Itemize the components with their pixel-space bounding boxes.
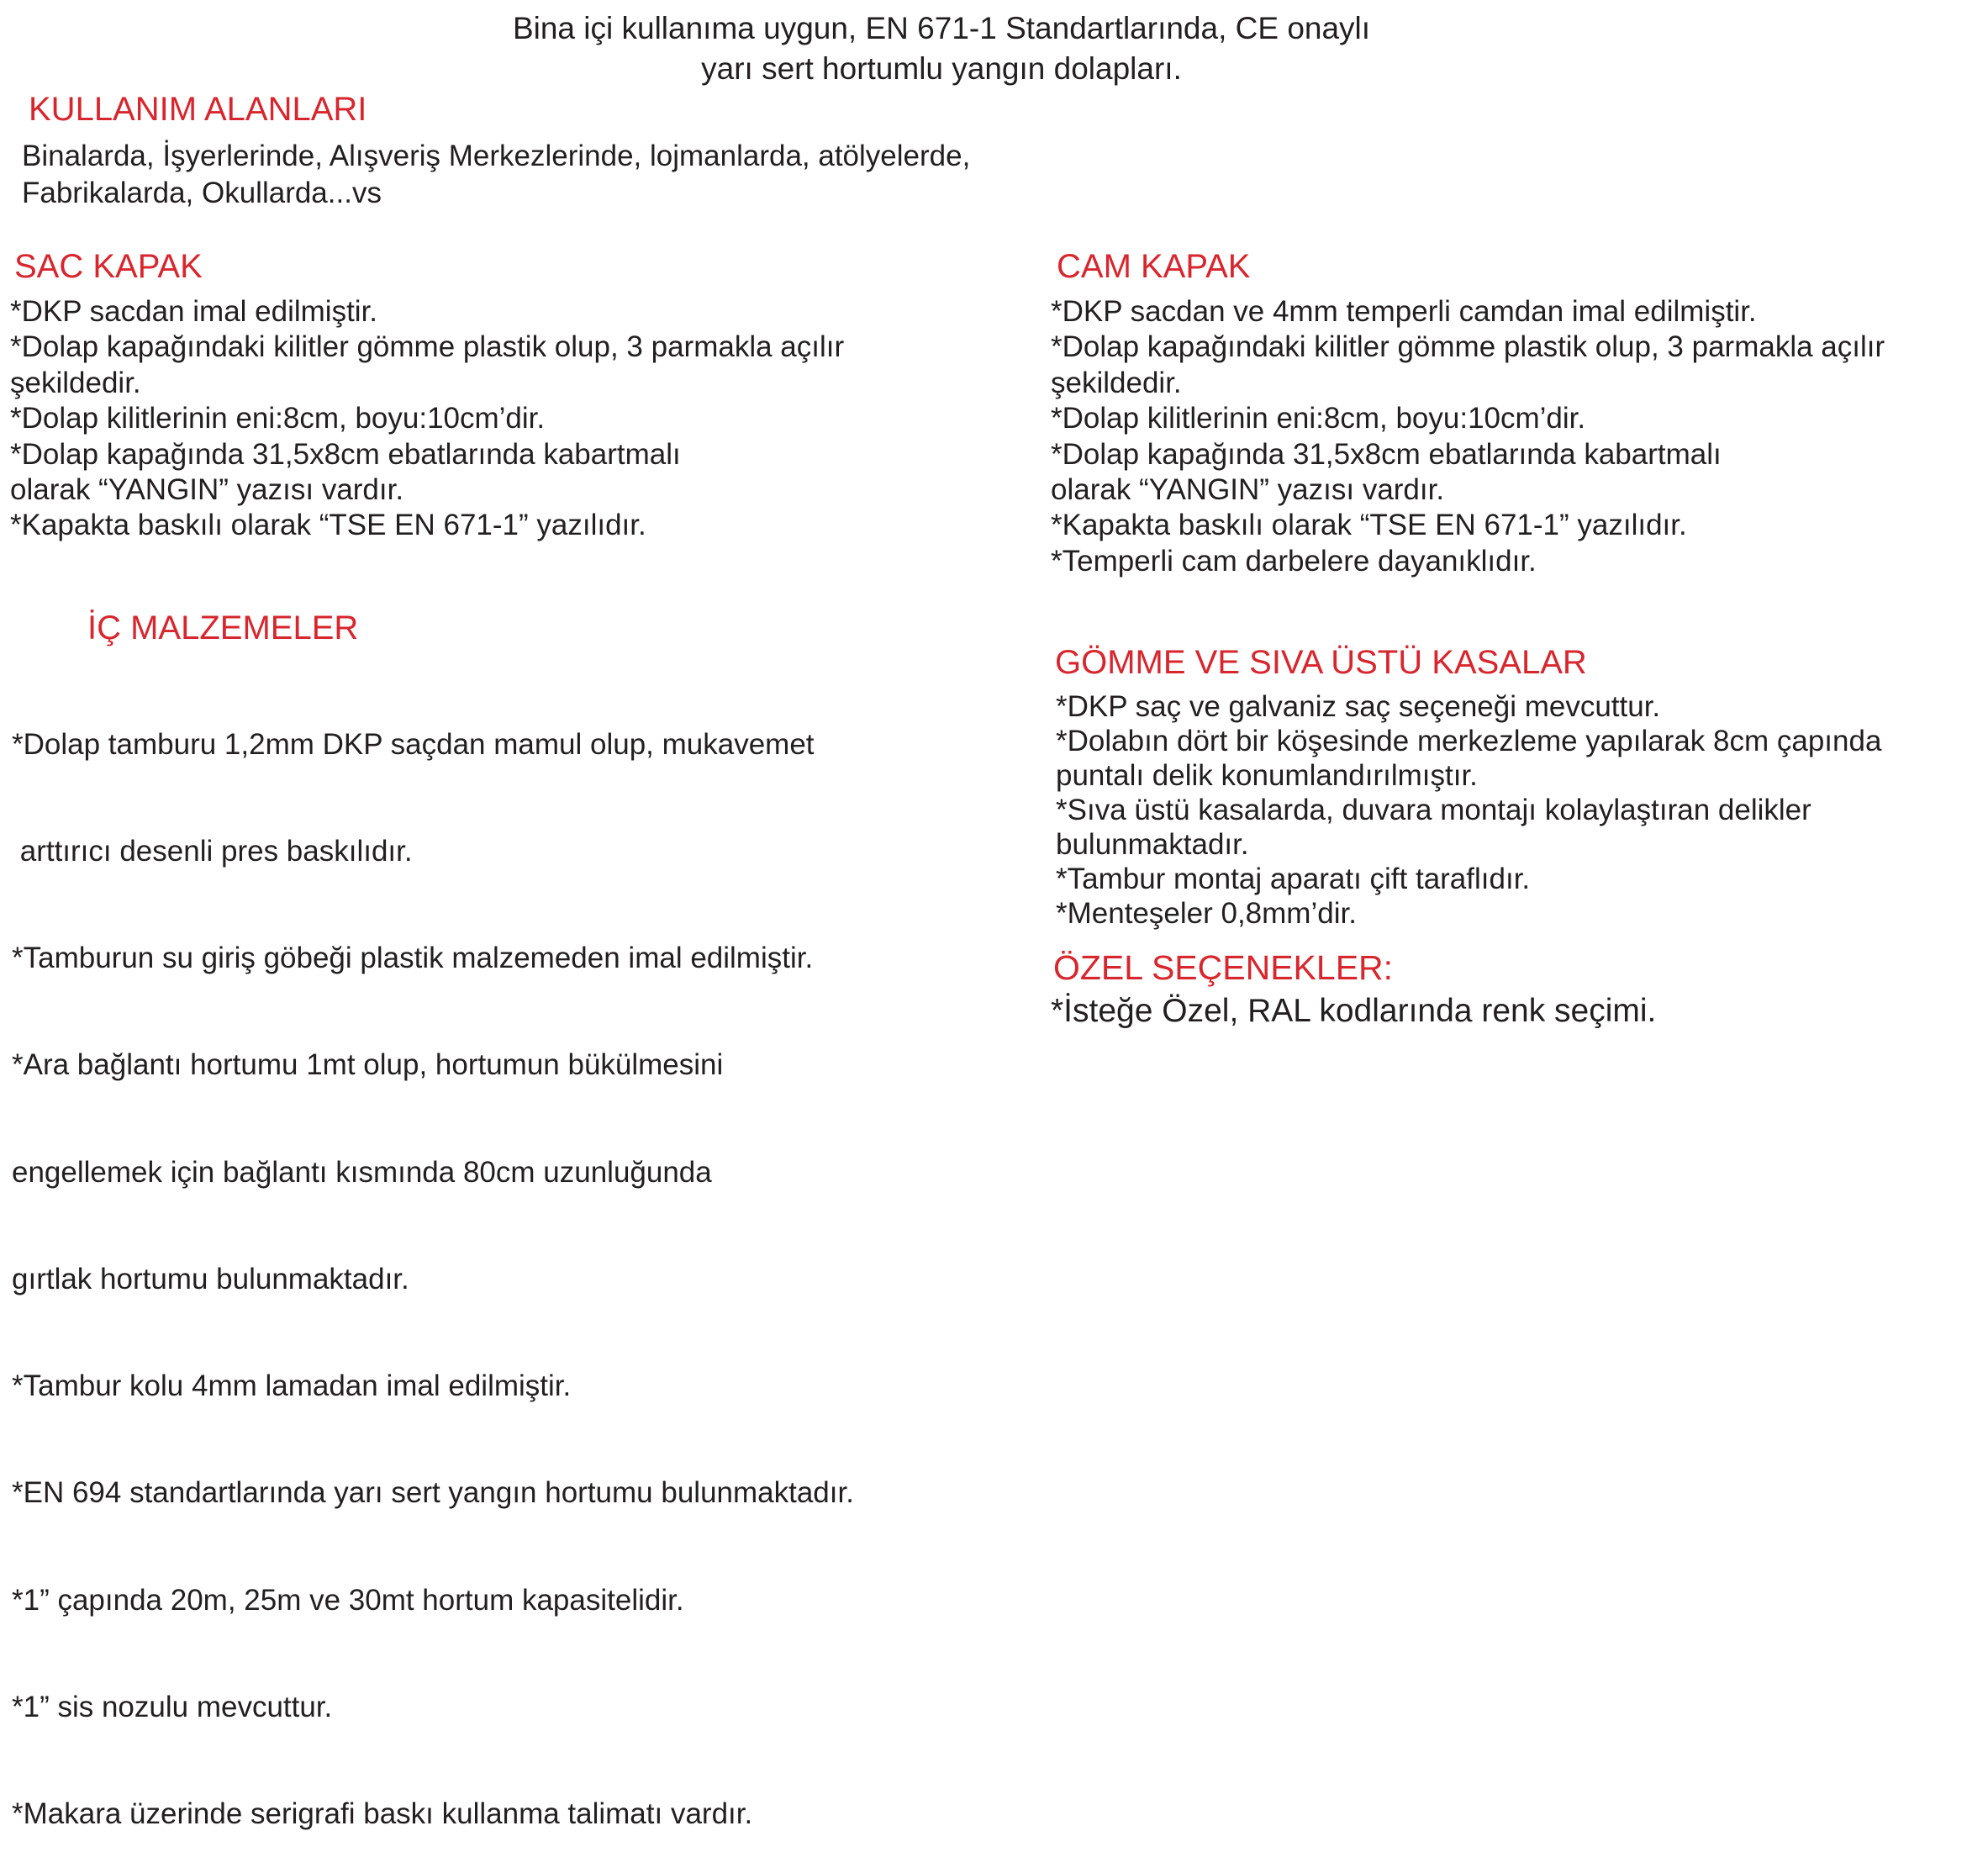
ozel-secenekler-heading: ÖZEL SEÇENEKLER: xyxy=(1053,948,1394,987)
kullanim-alanlari-heading: KULLANIM ALANLARI xyxy=(29,91,367,128)
kasalar-item: bulunmaktadır. xyxy=(1056,828,1249,861)
intro-text xyxy=(0,8,1883,89)
kasalar-item: puntalı delik konumlandırılmıştır. xyxy=(1056,759,1478,792)
sac-kapak-item: olarak “YANGIN” yazısı vardır. xyxy=(10,473,404,507)
ic-malzemeler-item: engellemek için bağlantı kısmında 80cm uzunluğunda xyxy=(12,1155,712,1189)
kasalar-item: *Sıva üstü kasalarda, duvara montajı kolaylaştıran delikler xyxy=(1056,794,1811,826)
intro-line-1: Bina içi kullanıma uygun, EN 671-1 Standartlarında, CE onaylı xyxy=(512,11,1371,45)
cam-kapak-item: *DKP sacdan ve 4mm temperli camdan imal edilmiştir. xyxy=(1051,295,1757,328)
cam-kapak-list xyxy=(1051,294,1885,579)
ic-malzemeler-item: *1” çapında 20m, 25m ve 30mt hortum kapasitelidir. xyxy=(12,1583,684,1617)
ic-malzemeler-item: *Tambur kolu 4mm lamadan imal edilmiştir. xyxy=(12,1369,572,1403)
ic-malzemeler-item: arttırıcı desenli pres baskılıdır. xyxy=(12,835,413,868)
ic-malzemeler-item: gırtlak hortumu bulunmaktadır. xyxy=(12,1262,409,1295)
kasalar-heading: GÖMME VE SIVA ÜSTÜ KASALAR xyxy=(1055,644,1587,681)
sac-kapak-item: *DKP sacdan imal edilmiştir. xyxy=(10,295,378,328)
kasalar-item: *DKP saç ve galvaniz saç seçeneği mevcuttur. xyxy=(1056,690,1661,723)
cam-kapak-item: *Kapakta baskılı olarak “TSE EN 671-1” yazılıdır. xyxy=(1051,509,1687,542)
sac-kapak-list xyxy=(10,294,844,544)
ic-malzemeler-item: *Ara bağlantı hortumu 1mt olup, hortumun bükülmesini xyxy=(12,1048,724,1082)
intro-line-2: yarı sert hortumlu yangın dolapları. xyxy=(701,51,1182,86)
sac-kapak-item: *Dolap kilitlerinin eni:8cm, boyu:10cm’dir. xyxy=(10,402,546,435)
cam-kapak-heading: CAM KAPAK xyxy=(1057,248,1251,285)
cam-kapak-item: *Dolap kapağında 31,5x8cm ebatlarında kabartmalı xyxy=(1051,437,1722,471)
ic-malzemeler-item: *EN 694 standartlarında yarı sert yangın hortumu bulunmaktadır. xyxy=(12,1476,854,1510)
kullanim-line: Binalarda, İşyerlerinde, Alışveriş Merkezlerinde, lojmanlarda, atölyelerde, xyxy=(22,140,971,172)
kasalar-item: *Dolabın dört bir köşesinde merkezleme yapılarak 8cm çapında xyxy=(1056,725,1882,757)
ozel-secenekler-list xyxy=(1051,992,1656,1031)
kullanim-alanlari-text xyxy=(22,138,970,212)
ic-malzemeler-item: *1” sis nozulu mevcuttur. xyxy=(12,1690,333,1723)
cam-kapak-item: *Dolap kapağındaki kilitler gömme plastik olup, 3 parmakla açılır xyxy=(1051,330,1885,364)
ic-malzemeler-heading: İÇ MALZEMELER xyxy=(87,609,359,646)
ic-malzemeler-item: *Dolap tamburu 1,2mm DKP saçdan mamul olup, mukavemet xyxy=(12,727,815,761)
cam-kapak-item: şekildedir. xyxy=(1051,366,1182,399)
ic-malzemeler-item: *Makara üzerinde serigrafi baskı kullanma talimatı vardır. xyxy=(12,1797,753,1830)
kasalar-item: *Menteşeler 0,8mm’dir. xyxy=(1056,897,1357,930)
sac-kapak-heading: SAC KAPAK xyxy=(14,248,203,285)
ic-malzemeler-list xyxy=(12,656,854,1868)
sac-kapak-item: *Kapakta baskılı olarak “TSE EN 671-1” yazılıdır. xyxy=(10,509,646,542)
kasalar-item: *Tambur montaj aparatı çift taraflıdır. xyxy=(1056,863,1531,895)
ic-malzemeler-item: *Tamburun su giriş göbeği plastik malzemeden imal edilmiştir. xyxy=(12,942,814,975)
cam-kapak-item: olarak “YANGIN” yazısı vardır. xyxy=(1051,473,1445,507)
kullanim-line: Fabrikalarda, Okullarda...vs xyxy=(22,177,382,209)
kasalar-list xyxy=(1056,689,1881,931)
cam-kapak-item: *Dolap kilitlerinin eni:8cm, boyu:10cm’dir. xyxy=(1051,402,1586,435)
ozel-secenekler-item: *İsteğe Özel, RAL kodlarında renk seçimi. xyxy=(1051,993,1657,1029)
sac-kapak-item: *Dolap kapağındaki kilitler gömme plastik olup, 3 parmakla açılır xyxy=(10,330,845,364)
sac-kapak-item: şekildedir. xyxy=(10,366,141,399)
cam-kapak-item: *Temperli cam darbelere dayanıklıdır. xyxy=(1051,544,1537,578)
sac-kapak-item: *Dolap kapağında 31,5x8cm ebatlarında kabartmalı xyxy=(10,437,681,471)
